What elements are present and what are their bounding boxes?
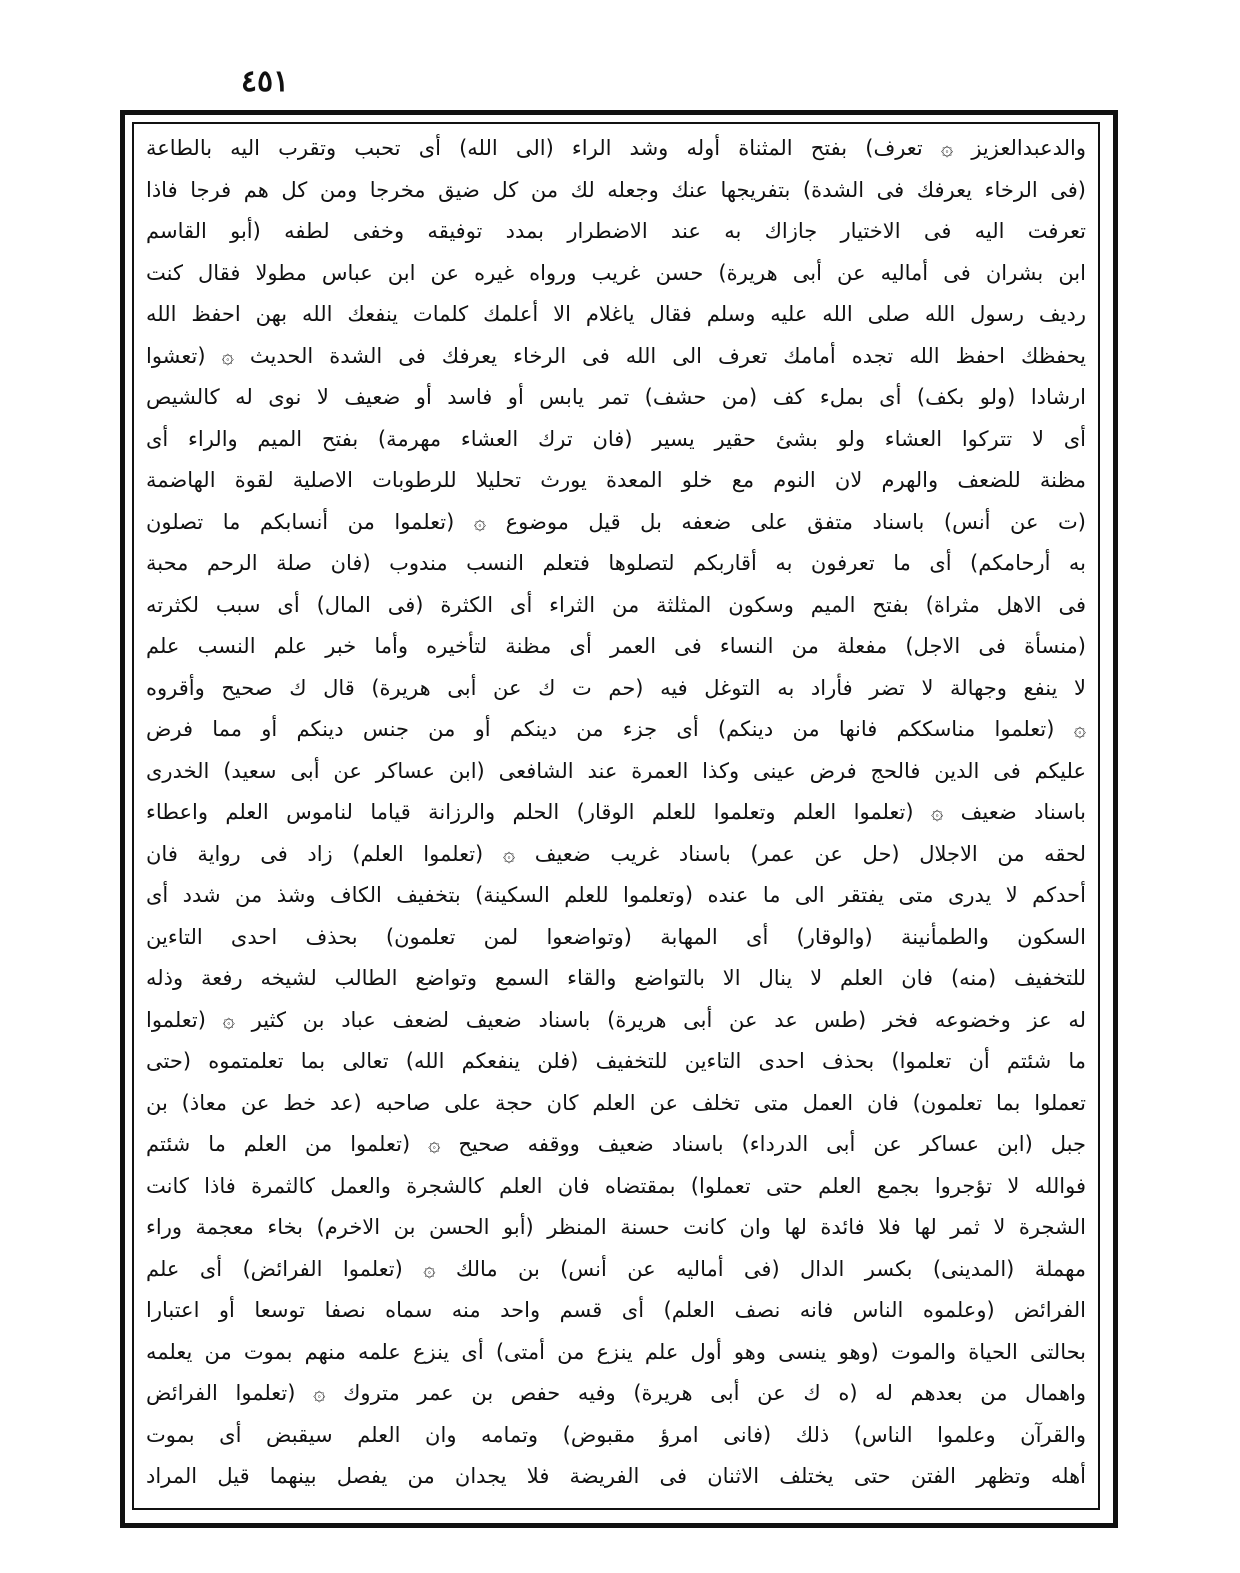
text-line: والدعبدالعزيز ۞ تعرف) بفتح المثناة أوله وشد الراء (الى الله) أى تحبب وتقرب اليه بالطاعة: [146, 136, 1086, 160]
text-line: (منسأة فى الاجل) مفعلة من النساء فى العمر أى مظنة لتأخيره وأما خبر علم النسب علم: [146, 634, 1086, 658]
text-body: [146, 128, 1086, 1500]
text-line: (ت عن أنس) باسناد متفق على ضعفه بل قيل موضوع ۞ (تعلموا من أنسابكم ما تصلون: [146, 509, 1086, 534]
text-line: جبل (ابن عساكر عن أبى الدرداء) باسناد ضعيف ووقفه صحيح ۞ (تعلموا من العلم ما شئتم: [146, 1132, 1086, 1156]
text-line: بحالتى الحياة والموت (وهو ينسى وهو أول علم ينزع من أمتى) أى ينزع علمه منهم بموت من يعلمه: [146, 1339, 1086, 1364]
text-line: رديف رسول الله صلى الله عليه وسلم فقال ياغلام الا أعلمك كلمات ينفعك الله بهن احفظ الله: [146, 302, 1086, 326]
text-line: يحفظك احفظ الله تجده أمامك تعرف الى الله فى الرخاء يعرفك فى الشدة الحديث ۞ (تعشوا: [146, 343, 1086, 368]
text-line: عليكم فى الدين فالحج فرض عينى وكذا العمرة عند الشافعى (ابن عساكر عن أبى سعيد) الخدرى: [146, 758, 1086, 783]
text-line: ۞ (تعلموا مناسككم فانها من دينكم) أى جزء من دينكم أو من جنس دينكم أو مما فرض: [146, 717, 1086, 741]
text-line: الشجرة لا ثمر لها فلا فائدة لها وان كانت حسنة المنظر (أبو الحسن بن الاخرم) بخاء معجمة وراء: [146, 1215, 1086, 1239]
text-line: تعرفت اليه فى الاختيار جازاك به عند الاضطرار بمدد توفيقه وخفى لطفه (أبو القاسم: [146, 219, 1086, 243]
text-line: ما شئتم أن تعلموا) بحذف احدى التاءين للتخفيف (فلن ينفعكم الله) تعالى بما تعلمتموه (حتى: [146, 1049, 1086, 1073]
text-line: لحقه من الاجلال (حل عن عمر) باسناد غريب ضعيف ۞ (تعلموا العلم) زاد فى رواية فان: [146, 841, 1086, 866]
text-line: للتخفيف (منه) فان العلم لا ينال الا بالتواضع والقاء السمع وتواضع الطالب لشيخه رفعة وذله: [146, 966, 1086, 990]
text-line: أى لا تتركوا العشاء ولو بشئ حقير يسير (فان ترك العشاء مهرمة) بفتح الميم والراء أى: [146, 426, 1086, 451]
text-line: فوالله لا تؤجروا بجمع العلم حتى تعملوا) بمقتضاه فان العلم كالشجرة والعمل كالثمرة فاذا كانت: [146, 1173, 1086, 1198]
text-line: ابن بشران فى أماليه عن أبى هريرة) حسن غريب ورواه غيره عن ابن عباس مطولا فقال كنت: [146, 260, 1086, 285]
text-line: باسناد ضعيف ۞ (تعلموا العلم وتعلموا للعلم الوقار) الحلم والرزانة قياما لناموس العلم واعطاء: [146, 800, 1086, 824]
text-line: واهمال من بعدهم له (ه ك عن أبى هريرة) وفيه حفص بن عمر متروك ۞ (تعلموا الفرائض: [146, 1381, 1086, 1405]
text-line: مهملة (المدينى) بكسر الدال (فى أماليه عن أنس) بن مالك ۞ (تعلموا الفرائض) أى علم: [146, 1256, 1086, 1281]
text-line: لا ينفع وجهالة لا تضر فأراد به التوغل فيه (حم ت ك عن أبى هريرة) قال ك صحيح وأقروه: [146, 675, 1086, 700]
text-line: به أرحامكم) أى ما تعرفون به أقاربكم لتصلوها فتعلم النسب مندوب (فان صلة الرحم محبة: [146, 551, 1086, 575]
text-line: السكون والطمأنينة (والوقار) أى المهابة (وتواضعوا لمن تعلمون) بحذف احدى التاءين: [146, 924, 1086, 949]
text-line: والقرآن وعلموا الناس) ذلك (فانى امرؤ مقبوض) وتمامه وان العلم سيقبض أى بموت: [146, 1422, 1086, 1447]
text-line: له عز وخضوعه فخر (طس عد عن أبى هريرة) باسناد ضعيف لضعف عباد بن كثير ۞ (تعلموا: [146, 1007, 1086, 1032]
page-number: ٤٥١: [240, 64, 290, 99]
text-line: فى الاهل مثراة) بفتح الميم وسكون المثلثة من الثراء أى الكثرة (فى المال) أى سبب لكثرته: [146, 592, 1086, 617]
text-line: مظنة للضعف والهرم لان النوم مع خلو المعدة يورث تحليلا للرطوبات الاصلية لقوة الهاضمة: [146, 468, 1086, 492]
text-line: ارشادا (ولو بكف) أى بملء كف (من حشف) تمر يابس أو فاسد أو ضعيف لا نوى له كالشيص: [146, 385, 1086, 409]
text-line: أحدكم لا يدرى متى يفتقر الى ما عنده (وتعلموا للعلم السكينة) بتخفيف الكاف وشذ من شدد أى: [146, 883, 1086, 907]
text-line: (فى الرخاء يعرفك فى الشدة) بتفريجها عنك وجعله لك من كل ضيق مخرجا ومن كل هم فرجا فاذا: [146, 177, 1086, 202]
text-line: الفرائض (وعلموه الناس فانه نصف العلم) أى قسم واحد منه سماه نصفا توسعا أو اعتبارا: [146, 1298, 1086, 1322]
text-line: أهله وتظهر الفتن حتى يختلف الاثنان فى الفريضة فلا يجدان من يفصل بينهما قيل المراد: [146, 1464, 1086, 1488]
text-line: تعملوا بما تعلمون) فان العمل متى تخلف عن العلم كان حجة على صاحبه (عد خط عن معاذ) بن: [146, 1090, 1086, 1115]
